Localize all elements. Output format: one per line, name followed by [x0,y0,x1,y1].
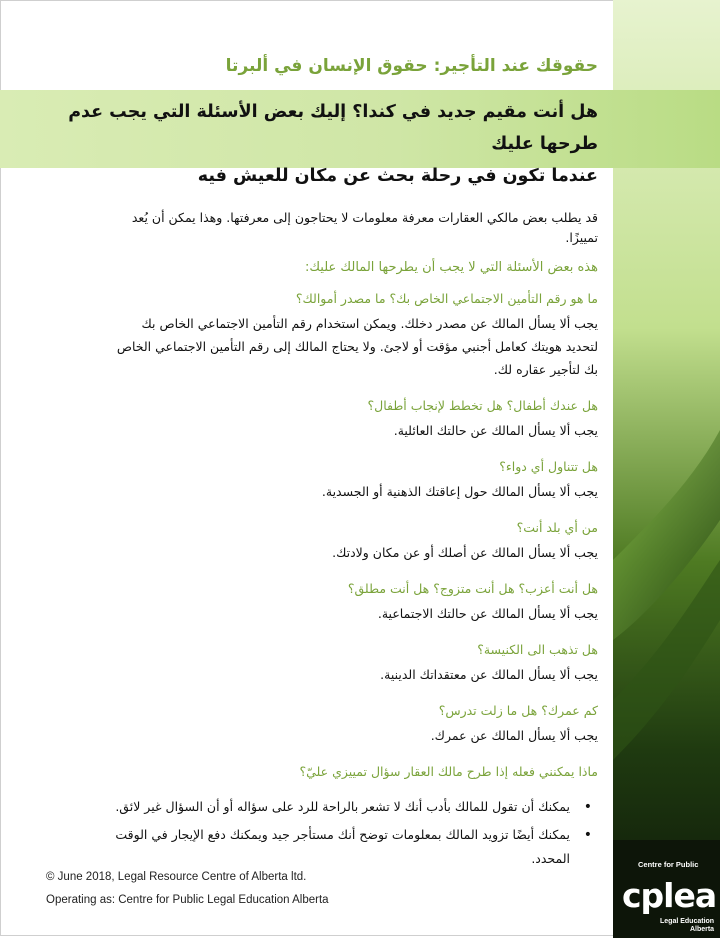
qa-item [110,520,598,564]
hero-line-1: هل أنت مقيم جديد في كندا؟ إليك بعض الأسئلة التي يجب عدم طرحها عليك [68,102,598,154]
logo-bottom-text [660,918,714,934]
advice-item: • يمكنك أيضًا تزويد المالك بمعلومات توضح أنك مستأجر جيد ويمكنك دفع الإيجار في الوقت المحدد. [110,823,570,871]
copyright-line: © June 2018, Legal Resource Centre of Alberta ltd. [46,871,307,883]
page-title: حقوقك عند التأجير: حقوق الإنسان في ألبرتا [225,56,598,76]
qa-item [110,398,598,442]
qa-item [110,291,598,381]
answer-text: يجب ألا يسأل المالك عن حالتك الاجتماعية. [377,606,598,621]
answer-text: يجب ألا يسأل المالك عن معتقداتك الدينية. [380,667,598,682]
question-text: هل عندك أطفال؟ هل تخطط لإنجاب أطفال؟ [367,398,598,413]
intro-paragraph: قد يطلب بعض مالكي العقارات معرفة معلومات لا يحتاجون إلى معرفتها. وهذا يمكن أن يُعد تمييزًا. [131,210,598,245]
logo-bottom-line-2: Alberta [689,926,715,933]
advice-list [110,795,598,871]
question-text: هل تتناول أي دواء؟ [499,459,598,474]
logo-wordmark: cplea [622,876,717,915]
advice-item: • يمكنك أن تقول للمالك بأدب أنك لا تشعر بالراحة للرد على سؤاله أو أن السؤال غير لائق. [110,795,570,819]
hero-heading [18,96,598,192]
qa-item [110,642,598,686]
main-content [110,208,598,875]
qa-item [110,581,598,625]
qa-item [110,459,598,503]
question-text: من أي بلد أنت؟ [516,520,598,535]
qa-item [110,703,598,747]
answer-text: يجب ألا يسأل المالك عن حالتك العائلية. [393,423,598,438]
answer-text: يجب ألا يسأل المالك حول إعاقتك الذهنية أو الجسدية. [321,484,598,499]
operating-as-line: Operating as: Centre for Public Legal Education Alberta [46,894,329,906]
answer-text: يجب ألا يسأل المالك عن عمرك. [430,728,598,743]
question-text: هل تذهب الى الكنيسة؟ [477,642,598,657]
answer-text: يجب ألا يسأل المالك عن أصلك أو عن مكان ولادتك. [332,545,598,560]
question-text: كم عمرك؟ هل ما زلت تدرس؟ [438,703,598,718]
logo-bottom-line-1: Legal Education [660,918,715,925]
hero-line-2: عندما تكون في رحلة بحث عن مكان للعيش فيه [197,166,598,186]
lead-heading: هذه بعض الأسئلة التي لا يجب أن يطرحها المالك عليك: [304,260,598,275]
logo-top-text: Centre for Public [638,860,699,869]
cplea-logo [616,852,716,934]
answer-text: يجب ألا يسأل المالك عن مصدر دخلك. ويمكن استخدام رقم التأمين الاجتماعي الخاص بك لتحديد هويتك كعامل أجنبي مؤقت أو لاجئ. ولا يحتاج المالك إلى رقم التأمين الاجتماعي الخاص بك لتأجير عقاره لك. [116,316,598,377]
question-text: هل أنت أعزب؟ هل أنت متزوج؟ هل أنت مطلق؟ [347,581,598,596]
final-question: ماذا يمكنني فعله إذا طرح مالك العقار سؤال تمييزي عليّ؟ [299,764,598,779]
question-text: ما هو رقم التأمين الاجتماعي الخاص بك؟ ما مصدر أموالك؟ [295,291,598,306]
footer [46,866,329,912]
